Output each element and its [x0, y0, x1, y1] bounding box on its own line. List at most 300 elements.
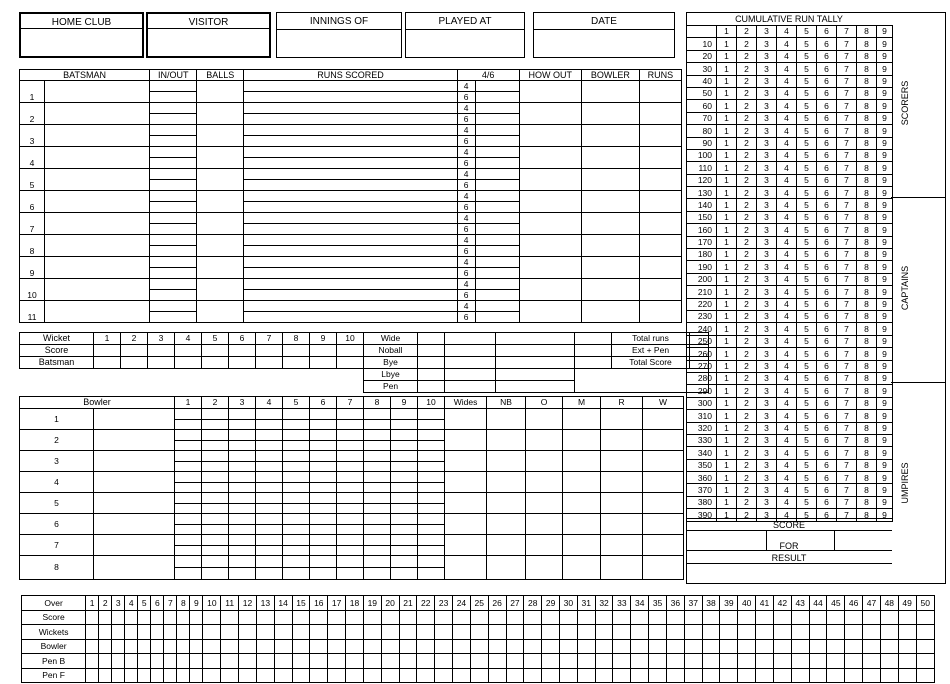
tally-digit[interactable]: 7 — [837, 87, 857, 99]
tally-digit[interactable]: 6 — [817, 472, 837, 484]
tally-digit[interactable]: 8 — [857, 286, 877, 298]
over-pen-f-cell[interactable] — [916, 668, 934, 683]
bowling-o-cell[interactable] — [526, 556, 563, 580]
over-score-cell[interactable] — [112, 610, 125, 625]
over-pen-b-cell[interactable] — [577, 654, 595, 669]
over-pen-f-cell[interactable] — [880, 668, 898, 683]
over-cell[interactable] — [310, 568, 337, 580]
in-out-cell[interactable] — [150, 279, 197, 290]
over-cell[interactable] — [391, 568, 418, 580]
over-score-cell[interactable] — [417, 610, 435, 625]
over-cell[interactable] — [256, 524, 283, 535]
over-wickets-cell[interactable] — [880, 625, 898, 640]
over-cell[interactable] — [364, 430, 391, 441]
tally-digit[interactable]: 8 — [857, 410, 877, 422]
tally-digit[interactable]: 4 — [777, 348, 797, 360]
sixes-cell[interactable] — [475, 312, 519, 323]
over-pen-b-cell[interactable] — [738, 654, 756, 669]
tally-digit[interactable]: 2 — [737, 63, 757, 75]
over-wickets-cell[interactable] — [112, 625, 125, 640]
tally-digit[interactable]: 3 — [757, 50, 777, 62]
tally-digit[interactable]: 7 — [837, 310, 857, 322]
over-pen-f-cell[interactable] — [256, 668, 274, 683]
over-bowler-cell[interactable] — [577, 639, 595, 654]
tally-digit[interactable]: 9 — [877, 286, 893, 298]
over-cell[interactable] — [175, 535, 202, 546]
in-out-cell[interactable] — [150, 213, 197, 224]
over-pen-b-cell[interactable] — [506, 654, 524, 669]
tally-digit[interactable]: 5 — [797, 434, 817, 446]
sixes-cell[interactable] — [475, 224, 519, 235]
tally-digit[interactable]: 4 — [777, 323, 797, 335]
played-at-field[interactable] — [405, 12, 525, 58]
over-wickets-cell[interactable] — [151, 625, 164, 640]
tally-digit[interactable]: 8 — [857, 162, 877, 174]
balls-cell[interactable] — [197, 301, 244, 323]
over-bowler-cell[interactable] — [256, 639, 274, 654]
over-wickets-cell[interactable] — [738, 625, 756, 640]
over-score-cell[interactable] — [488, 610, 506, 625]
extras-cell[interactable] — [445, 369, 496, 381]
tally-digit[interactable]: 2 — [737, 397, 757, 409]
bowling-wides-cell[interactable] — [445, 556, 487, 580]
tally-digit[interactable]: 7 — [837, 509, 857, 521]
fow-score-cell[interactable] — [256, 345, 283, 357]
tally-digit[interactable]: 3 — [757, 26, 777, 38]
runs-scored-cell[interactable] — [244, 114, 457, 125]
over-wickets-cell[interactable] — [560, 625, 578, 640]
over-cell[interactable] — [175, 430, 202, 441]
bowler-cell[interactable] — [581, 125, 639, 147]
over-bowler-cell[interactable] — [138, 639, 151, 654]
in-out-cell[interactable] — [150, 257, 197, 268]
tally-digit[interactable]: 4 — [777, 397, 797, 409]
over-bowler-cell[interactable] — [453, 639, 471, 654]
over-bowler-cell[interactable] — [702, 639, 720, 654]
bowler-cell[interactable] — [581, 279, 639, 301]
fow-score-cell[interactable] — [283, 345, 310, 357]
over-bowler-cell[interactable] — [470, 639, 488, 654]
over-bowler-cell[interactable] — [86, 639, 99, 654]
extras-cell[interactable] — [445, 345, 496, 357]
tally-digit[interactable]: 1 — [717, 174, 737, 186]
tally-digit[interactable]: 4 — [777, 298, 797, 310]
tally-digit[interactable]: 9 — [877, 38, 893, 50]
over-wickets-cell[interactable] — [524, 625, 542, 640]
tally-digit[interactable]: 1 — [717, 261, 737, 273]
in-out-cell[interactable] — [150, 125, 197, 136]
over-pen-f-cell[interactable] — [773, 668, 791, 683]
over-bowler-cell[interactable] — [328, 639, 346, 654]
bowling-m-cell[interactable] — [563, 493, 601, 514]
over-bowler-cell[interactable] — [346, 639, 364, 654]
over-cell[interactable] — [310, 419, 337, 430]
over-pen-f-cell[interactable] — [791, 668, 809, 683]
over-pen-b-cell[interactable] — [524, 654, 542, 669]
tally-digit[interactable]: 5 — [797, 509, 817, 521]
over-pen-f-cell[interactable] — [239, 668, 257, 683]
how-out-cell[interactable] — [519, 81, 581, 103]
over-wickets-cell[interactable] — [488, 625, 506, 640]
tally-digit[interactable]: 7 — [837, 459, 857, 471]
over-cell[interactable] — [310, 545, 337, 556]
extras-cell[interactable] — [496, 369, 575, 381]
runs-cell[interactable] — [639, 125, 681, 147]
over-pen-b-cell[interactable] — [720, 654, 738, 669]
tally-digit[interactable]: 1 — [717, 459, 737, 471]
sixes-cell[interactable] — [475, 92, 519, 103]
over-cell[interactable] — [391, 482, 418, 493]
fow-score-cell[interactable] — [94, 345, 121, 357]
over-wickets-cell[interactable] — [292, 625, 310, 640]
over-cell[interactable] — [229, 419, 256, 430]
over-cell[interactable] — [229, 430, 256, 441]
over-pen-f-cell[interactable] — [702, 668, 720, 683]
over-cell[interactable] — [229, 545, 256, 556]
tally-digit[interactable]: 8 — [857, 348, 877, 360]
bowler-name-cell[interactable] — [94, 430, 175, 451]
tally-digit[interactable]: 6 — [817, 187, 837, 199]
tally-digit[interactable]: 2 — [737, 199, 757, 211]
over-cell[interactable] — [202, 430, 229, 441]
tally-digit[interactable]: 5 — [797, 447, 817, 459]
tally-digit[interactable]: 8 — [857, 199, 877, 211]
over-wickets-cell[interactable] — [177, 625, 190, 640]
in-out-cell[interactable] — [150, 224, 197, 235]
bowling-m-cell[interactable] — [563, 430, 601, 451]
in-out-cell[interactable] — [150, 114, 197, 125]
tally-digit[interactable]: 8 — [857, 360, 877, 372]
over-cell[interactable] — [364, 482, 391, 493]
bowling-w-cell[interactable] — [643, 556, 684, 580]
tally-digit[interactable]: 7 — [837, 137, 857, 149]
tally-digit[interactable]: 3 — [757, 447, 777, 459]
bowler-cell[interactable] — [581, 103, 639, 125]
tally-digit[interactable]: 1 — [717, 484, 737, 496]
batsman-name-cell[interactable] — [45, 147, 150, 169]
tally-digit[interactable]: 2 — [737, 459, 757, 471]
over-bowler-cell[interactable] — [435, 639, 453, 654]
over-cell[interactable] — [283, 503, 310, 514]
over-cell[interactable] — [418, 524, 445, 535]
tally-digit[interactable]: 5 — [797, 162, 817, 174]
tally-digit[interactable]: 4 — [777, 75, 797, 87]
tally-digit[interactable]: 1 — [717, 410, 737, 422]
over-cell[interactable] — [202, 482, 229, 493]
runs-scored-cell[interactable] — [244, 191, 457, 202]
balls-cell[interactable] — [197, 125, 244, 147]
tally-digit[interactable]: 3 — [757, 397, 777, 409]
extras-cell[interactable] — [418, 357, 445, 369]
over-bowler-cell[interactable] — [363, 639, 381, 654]
bowling-r-cell[interactable] — [601, 535, 643, 556]
over-bowler-cell[interactable] — [684, 639, 702, 654]
bowling-w-cell[interactable] — [643, 514, 684, 535]
tally-digit[interactable]: 5 — [797, 137, 817, 149]
balls-cell[interactable] — [197, 279, 244, 301]
over-cell[interactable] — [283, 514, 310, 525]
tally-digit[interactable]: 8 — [857, 484, 877, 496]
bowling-nb-cell[interactable] — [487, 493, 526, 514]
runs-cell[interactable] — [639, 235, 681, 257]
bowling-r-cell[interactable] — [601, 430, 643, 451]
over-cell[interactable] — [256, 545, 283, 556]
tally-digit[interactable]: 2 — [737, 372, 757, 384]
tally-digit[interactable]: 9 — [877, 75, 893, 87]
tally-digit[interactable]: 6 — [817, 459, 837, 471]
tally-digit[interactable]: 1 — [717, 360, 737, 372]
over-cell[interactable] — [175, 472, 202, 483]
over-score-cell[interactable] — [221, 610, 239, 625]
extras-cell[interactable] — [418, 381, 445, 393]
over-pen-f-cell[interactable] — [453, 668, 471, 683]
over-bowler-cell[interactable] — [125, 639, 138, 654]
tally-digit[interactable]: 5 — [797, 286, 817, 298]
over-score-cell[interactable] — [453, 610, 471, 625]
over-cell[interactable] — [337, 451, 364, 462]
over-cell[interactable] — [364, 545, 391, 556]
over-cell[interactable] — [418, 472, 445, 483]
over-bowler-cell[interactable] — [112, 639, 125, 654]
over-cell[interactable] — [337, 472, 364, 483]
over-score-cell[interactable] — [381, 610, 399, 625]
tally-digit[interactable]: 4 — [777, 112, 797, 124]
in-out-cell[interactable] — [150, 92, 197, 103]
tally-digit[interactable]: 9 — [877, 472, 893, 484]
tally-digit[interactable]: 9 — [877, 125, 893, 137]
tally-digit[interactable]: 4 — [777, 472, 797, 484]
extras-cell[interactable] — [496, 333, 575, 345]
over-cell[interactable] — [364, 409, 391, 420]
over-pen-b-cell[interactable] — [86, 654, 99, 669]
tally-digit[interactable]: 2 — [737, 112, 757, 124]
tally-digit[interactable]: 3 — [757, 422, 777, 434]
fow-batsman-cell[interactable] — [148, 357, 175, 369]
tally-digit[interactable]: 9 — [877, 236, 893, 248]
tally-digit[interactable]: 2 — [737, 348, 757, 360]
over-pen-b-cell[interactable] — [381, 654, 399, 669]
over-cell[interactable] — [175, 482, 202, 493]
over-cell[interactable] — [256, 430, 283, 441]
bowler-name-cell[interactable] — [94, 409, 175, 430]
tally-digit[interactable]: 8 — [857, 298, 877, 310]
over-cell[interactable] — [283, 493, 310, 504]
tally-digit[interactable]: 8 — [857, 174, 877, 186]
runs-cell[interactable] — [639, 301, 681, 323]
tally-digit[interactable]: 4 — [777, 360, 797, 372]
tally-digit[interactable]: 8 — [857, 472, 877, 484]
tally-digit[interactable]: 4 — [777, 87, 797, 99]
tally-digit[interactable]: 6 — [817, 434, 837, 446]
extras-cell[interactable] — [496, 357, 575, 369]
bowling-nb-cell[interactable] — [487, 472, 526, 493]
tally-digit[interactable]: 4 — [777, 236, 797, 248]
in-out-cell[interactable] — [150, 147, 197, 158]
over-cell[interactable] — [229, 409, 256, 420]
tally-digit[interactable]: 4 — [777, 496, 797, 508]
bowling-nb-cell[interactable] — [487, 451, 526, 472]
over-cell[interactable] — [418, 568, 445, 580]
sixes-cell[interactable] — [475, 202, 519, 213]
tally-digit[interactable]: 7 — [837, 372, 857, 384]
tally-digit[interactable]: 5 — [797, 298, 817, 310]
bowler-cell[interactable] — [581, 235, 639, 257]
tally-digit[interactable]: 1 — [717, 137, 737, 149]
over-pen-b-cell[interactable] — [310, 654, 328, 669]
over-pen-b-cell[interactable] — [151, 654, 164, 669]
tally-digit[interactable]: 4 — [777, 484, 797, 496]
over-pen-f-cell[interactable] — [125, 668, 138, 683]
tally-digit[interactable]: 4 — [777, 137, 797, 149]
over-score-cell[interactable] — [542, 610, 560, 625]
tally-digit[interactable]: 2 — [737, 385, 757, 397]
tally-digit[interactable]: 8 — [857, 75, 877, 87]
batsman-name-cell[interactable] — [45, 169, 150, 191]
over-bowler-cell[interactable] — [190, 639, 203, 654]
runs-scored-cell[interactable] — [244, 158, 457, 169]
balls-cell[interactable] — [197, 169, 244, 191]
tally-digit[interactable]: 6 — [817, 372, 837, 384]
tally-digit[interactable]: 6 — [817, 410, 837, 422]
over-pen-b-cell[interactable] — [164, 654, 177, 669]
tally-digit[interactable]: 2 — [737, 38, 757, 50]
over-wickets-cell[interactable] — [666, 625, 684, 640]
tally-digit[interactable]: 7 — [837, 397, 857, 409]
in-out-cell[interactable] — [150, 301, 197, 312]
runs-scored-cell[interactable] — [244, 213, 457, 224]
over-bowler-cell[interactable] — [631, 639, 649, 654]
tally-digit[interactable]: 5 — [797, 125, 817, 137]
over-cell[interactable] — [283, 430, 310, 441]
fours-cell[interactable] — [475, 125, 519, 136]
over-cell[interactable] — [310, 556, 337, 568]
tally-digit[interactable]: 5 — [797, 26, 817, 38]
tally-digit[interactable]: 9 — [877, 348, 893, 360]
over-pen-b-cell[interactable] — [560, 654, 578, 669]
over-score-cell[interactable] — [631, 610, 649, 625]
over-pen-f-cell[interactable] — [738, 668, 756, 683]
over-cell[interactable] — [337, 482, 364, 493]
over-score-cell[interactable] — [863, 610, 881, 625]
batsman-name-cell[interactable] — [45, 235, 150, 257]
tally-digit[interactable]: 3 — [757, 509, 777, 521]
tally-digit[interactable]: 6 — [817, 360, 837, 372]
how-out-cell[interactable] — [519, 257, 581, 279]
over-pen-b-cell[interactable] — [274, 654, 292, 669]
tally-digit[interactable]: 6 — [817, 249, 837, 261]
tally-digit[interactable]: 9 — [877, 137, 893, 149]
over-pen-f-cell[interactable] — [506, 668, 524, 683]
tally-digit[interactable]: 5 — [797, 261, 817, 273]
tally-digit[interactable]: 7 — [837, 434, 857, 446]
over-pen-b-cell[interactable] — [666, 654, 684, 669]
runs-cell[interactable] — [639, 147, 681, 169]
over-bowler-cell[interactable] — [791, 639, 809, 654]
over-bowler-cell[interactable] — [417, 639, 435, 654]
over-pen-f-cell[interactable] — [292, 668, 310, 683]
tally-digit[interactable]: 7 — [837, 447, 857, 459]
tally-digit[interactable]: 2 — [737, 187, 757, 199]
runs-scored-cell[interactable] — [244, 147, 457, 158]
bowling-wides-cell[interactable] — [445, 514, 487, 535]
tally-digit[interactable]: 1 — [717, 472, 737, 484]
bowler-name-cell[interactable] — [94, 535, 175, 556]
over-score-cell[interactable] — [649, 610, 667, 625]
over-pen-b-cell[interactable] — [328, 654, 346, 669]
tally-digit[interactable]: 6 — [817, 385, 837, 397]
over-cell[interactable] — [364, 419, 391, 430]
runs-cell[interactable] — [639, 169, 681, 191]
fours-cell[interactable] — [475, 103, 519, 114]
fow-batsman-cell[interactable] — [283, 357, 310, 369]
bowling-o-cell[interactable] — [526, 451, 563, 472]
bowling-m-cell[interactable] — [563, 472, 601, 493]
tally-digit[interactable]: 3 — [757, 236, 777, 248]
bowling-wides-cell[interactable] — [445, 430, 487, 451]
tally-digit[interactable]: 7 — [837, 125, 857, 137]
bowling-o-cell[interactable] — [526, 472, 563, 493]
over-wickets-cell[interactable] — [827, 625, 845, 640]
over-score-cell[interactable] — [190, 610, 203, 625]
over-cell[interactable] — [337, 568, 364, 580]
over-pen-b-cell[interactable] — [125, 654, 138, 669]
tally-digit[interactable]: 1 — [717, 63, 737, 75]
fours-cell[interactable] — [475, 169, 519, 180]
over-wickets-cell[interactable] — [470, 625, 488, 640]
over-cell[interactable] — [229, 451, 256, 462]
over-score-cell[interactable] — [702, 610, 720, 625]
runs-scored-cell[interactable] — [244, 169, 457, 180]
tally-digit[interactable]: 6 — [817, 447, 837, 459]
over-wickets-cell[interactable] — [417, 625, 435, 640]
over-wickets-cell[interactable] — [756, 625, 774, 640]
fow-score-cell[interactable] — [148, 345, 175, 357]
batsman-name-cell[interactable] — [45, 125, 150, 147]
over-cell[interactable] — [256, 419, 283, 430]
over-wickets-cell[interactable] — [595, 625, 613, 640]
tally-digit[interactable]: 3 — [757, 472, 777, 484]
fow-score-cell[interactable] — [337, 345, 364, 357]
sixes-cell[interactable] — [475, 246, 519, 257]
over-bowler-cell[interactable] — [399, 639, 417, 654]
over-score-cell[interactable] — [239, 610, 257, 625]
over-pen-b-cell[interactable] — [542, 654, 560, 669]
tally-digit[interactable]: 5 — [797, 410, 817, 422]
balls-cell[interactable] — [197, 213, 244, 235]
fow-batsman-cell[interactable] — [256, 357, 283, 369]
over-wickets-cell[interactable] — [86, 625, 99, 640]
over-cell[interactable] — [256, 503, 283, 514]
over-bowler-cell[interactable] — [560, 639, 578, 654]
over-score-cell[interactable] — [470, 610, 488, 625]
over-cell[interactable] — [337, 461, 364, 472]
over-wickets-cell[interactable] — [239, 625, 257, 640]
over-wickets-cell[interactable] — [506, 625, 524, 640]
bowling-wides-cell[interactable] — [445, 472, 487, 493]
tally-digit[interactable]: 4 — [777, 211, 797, 223]
over-pen-f-cell[interactable] — [631, 668, 649, 683]
over-cell[interactable] — [418, 409, 445, 420]
tally-digit[interactable]: 2 — [737, 286, 757, 298]
tally-digit[interactable]: 3 — [757, 211, 777, 223]
over-wickets-cell[interactable] — [328, 625, 346, 640]
over-pen-f-cell[interactable] — [756, 668, 774, 683]
tally-digit[interactable]: 9 — [877, 385, 893, 397]
tally-digit[interactable]: 6 — [817, 26, 837, 38]
tally-digit[interactable]: 9 — [877, 162, 893, 174]
tally-digit[interactable]: 4 — [777, 385, 797, 397]
bowling-w-cell[interactable] — [643, 451, 684, 472]
